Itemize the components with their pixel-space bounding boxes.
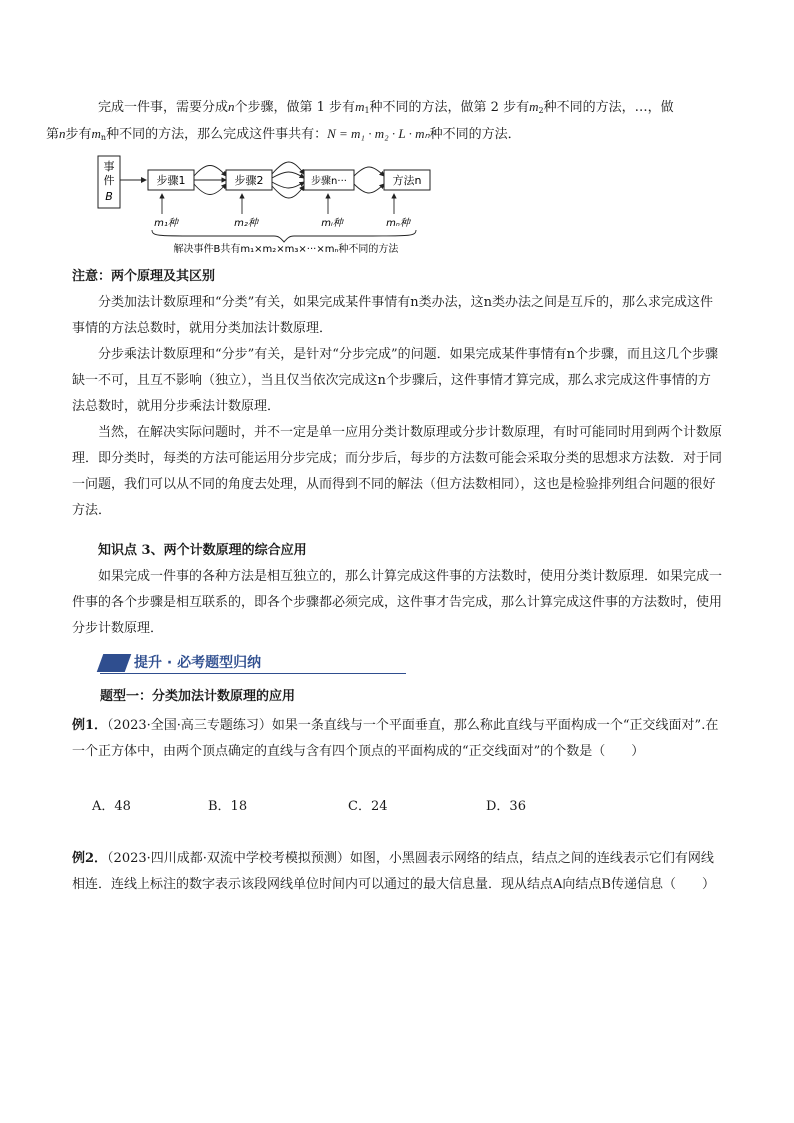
- example-1-options: [92, 795, 612, 819]
- banner-title: 提升 · 必考题型归纳: [134, 655, 262, 671]
- note-paragraph-2: 分步乘法计数原理和“分步”有关，是针对“分步完成”的问题．如果完成某件事情有n个步骤，而且这几个步骤缺一不可，且互不影响（独立），当且仅当依次完成这n个步骤后，这件事情才算完成，那么求完成这件事情的方法总数时，就用分步乘法计数原理．: [72, 347, 718, 414]
- intro-text: 步有: [65, 127, 92, 142]
- intro-paragraph: [46, 94, 722, 148]
- summary-label: 解决事件B共有m₁×m₂×m₃×···×mₙ种不同的方法: [173, 244, 399, 255]
- var-n: n: [59, 126, 66, 141]
- intro-text: 种不同的方法，做第 2 步有: [369, 100, 530, 115]
- event-label-3: B: [105, 190, 113, 203]
- note-paragraph-3: 当然，在解决实际问题时，并不一定是单一应用分类计数原理或分步计数原理，有时可能同时用到两个计数原理．即分类时，每类的方法可能运用分步完成；而分步后，每步的方法数可能会采取分类的思想求方法数．对于同一问题，我们可以从不同的角度去处理，从而得到不同的解法（但方法数相同），这也是检验排列组合问题的很好方法．: [72, 425, 723, 518]
- var-m: m: [529, 99, 539, 114]
- option-a[interactable]: A．48: [92, 799, 131, 814]
- intro-text: 种不同的方法，那么完成这件事共有：: [106, 127, 328, 142]
- step-label-3: 步骤n···: [311, 176, 347, 187]
- step-label-2: 步骤2: [234, 174, 264, 187]
- event-label-2: 件: [103, 174, 115, 187]
- intro-text: 完成一件事，需要分成: [98, 100, 229, 115]
- section-banner: [100, 652, 406, 674]
- step-label-1: 步骤1: [156, 174, 186, 187]
- intro-text: 种不同的方法．: [429, 127, 521, 142]
- subscript: n: [100, 133, 107, 142]
- example-1: [72, 713, 722, 765]
- count-label-1: m₁种: [154, 218, 178, 229]
- subscript: 1: [364, 106, 370, 115]
- banner-bar: [97, 654, 132, 672]
- kp3-paragraph: 如果完成一件事的各种方法是相互独立的，那么计算完成这件事的方法数时，使用分类计数原理．如果完成一件事的各个步骤是相互联系的，即各个步骤都必须完成，这件事才告完成，那么计算完成这件事的方法数时，使用分步计数原理．: [72, 569, 723, 636]
- subscript: 2: [538, 106, 544, 115]
- connector-bundle-3: [354, 167, 384, 193]
- intro-text: 种不同的方法，…，做: [543, 100, 674, 115]
- final-label: 方法n: [392, 174, 422, 187]
- event-label-1: 事: [103, 160, 115, 173]
- var-m: m: [355, 99, 365, 114]
- count-label-2: m₂种: [234, 218, 258, 229]
- type1-heading: 题型一：分类加法计数原理的应用: [100, 689, 296, 704]
- intro-text: 第: [46, 127, 60, 142]
- option-b[interactable]: B．18: [208, 799, 248, 814]
- connector-bundle-1: [194, 166, 226, 195]
- option-c[interactable]: C．24: [348, 799, 388, 814]
- example-1-label: 例1．: [72, 718, 108, 733]
- kp3-heading: 知识点 3、两个计数原理的综合应用: [98, 543, 307, 558]
- note-paragraph-1: 分类加法计数原理和“分类”有关，如果完成某件事情有n类办法，这n类办法之间是互斥的，那么求完成这件事情的方法总数时，就用分类加法计数原理．: [72, 295, 714, 336]
- count-arrows: [162, 194, 394, 214]
- summary-brace: [152, 230, 416, 242]
- count-label-4: mₙ种: [386, 218, 410, 229]
- banner-underline: [100, 673, 406, 674]
- count-label-3: mᵢ种: [321, 218, 343, 229]
- step-diagram: [96, 152, 436, 256]
- var-n: n: [228, 99, 235, 114]
- var-m: m: [91, 126, 101, 141]
- intro-text: 个步骤，做第 1 步有: [234, 100, 356, 115]
- example-2: [72, 846, 722, 898]
- formula: N = m₁ · m₂ · L · mₙ: [327, 126, 430, 141]
- example-2-text: （2023·四川成都·双流中学校考模拟预测）如图，小黑圆表示网络的结点，结点之间的连线表示它们有网线相连．连线上标注的数字表示该段网线单位时间内可以通过的最大信息量．现从结点A向结点B传递信息（ ）: [72, 851, 715, 892]
- option-d[interactable]: D．36: [486, 799, 526, 814]
- connector-bundle-2: [272, 162, 304, 198]
- example-1-text: （2023·全国·高三专题练习）如果一条直线与一个平面垂直，那么称此直线与平面构成一个“正交线面对”.在一个正方体中，由两个顶点确定的直线与含有四个顶点的平面构成的“正交线面对”的个数是（ ）: [72, 718, 719, 759]
- note-heading: 注意：两个原理及其区别: [72, 269, 216, 284]
- example-2-label: 例2．: [72, 851, 108, 866]
